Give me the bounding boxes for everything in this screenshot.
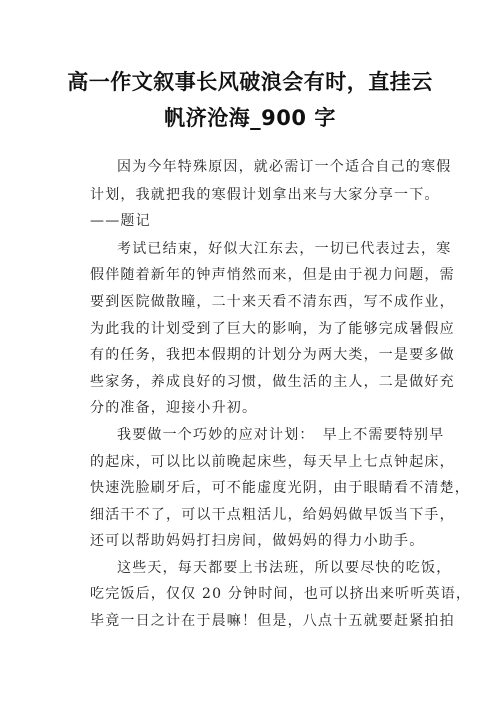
paragraph-line: 的起床，可以比以前晚起床些，每天早上七点钟起床， bbox=[90, 454, 455, 470]
paragraph-line: 这些天，每天都要上书法班，所以要尽快的吃饭， bbox=[117, 560, 452, 576]
document-title-line-2: 帆济沧海_900 字 bbox=[164, 106, 336, 130]
paragraph-line: 还可以帮助妈妈打扫房间，做妈妈的得力小助手。 bbox=[90, 533, 425, 549]
paragraph-line: 为此我的计划受到了巨大的影响，为了能够完成暑假应 bbox=[90, 321, 455, 337]
paragraph-line: 细活干不了，可以干点粗活儿，给妈妈做早饭当下手， bbox=[90, 507, 455, 523]
paragraph-line: 些家务，养成良好的习惯，做生活的主人，二是做好充 bbox=[90, 374, 455, 390]
paragraph-line: 考试已结束，好似大江东去，一切已代表过去，寒 bbox=[117, 241, 452, 257]
epigraph-attribution: ——题记 bbox=[90, 213, 151, 229]
document-title-line-1: 高一作文叙事长风破浪会有时，直挂云 bbox=[67, 70, 433, 94]
paragraph-line: 要到医院做散瞳，二十来天看不清东西，写不成作业， bbox=[90, 294, 455, 310]
paragraph-line: 我要做一个巧妙的应对计划： 早上不需要特别早 bbox=[117, 427, 445, 443]
paragraph-line: 有的任务，我把本假期的计划分为两大类，一是要多做 bbox=[90, 347, 455, 363]
paragraph-line: 因为今年特殊原因，就必需订一个适合自己的寒假 bbox=[117, 159, 452, 175]
paragraph-line: 分的准备，迎接小升初。 bbox=[90, 400, 258, 416]
paragraph-line: 吃完饭后，仅仅 20 分钟时间，也可以挤出来听听英语， bbox=[90, 586, 472, 602]
paragraph-line: 毕竟一日之计在于晨嘛！但是，八点十五就要赶紧拍拍 bbox=[90, 613, 455, 629]
paragraph-line: 快速洗脸刷牙后，可不能虚度光阴，由于眼睛看不清楚， bbox=[90, 480, 470, 496]
paragraph-line: 假伴随着新年的钟声悄然而来，但是由于视力问题，需 bbox=[90, 267, 455, 283]
paragraph-line: 计划，我就把我的寒假计划拿出来与大家分享一下。 bbox=[90, 187, 440, 203]
